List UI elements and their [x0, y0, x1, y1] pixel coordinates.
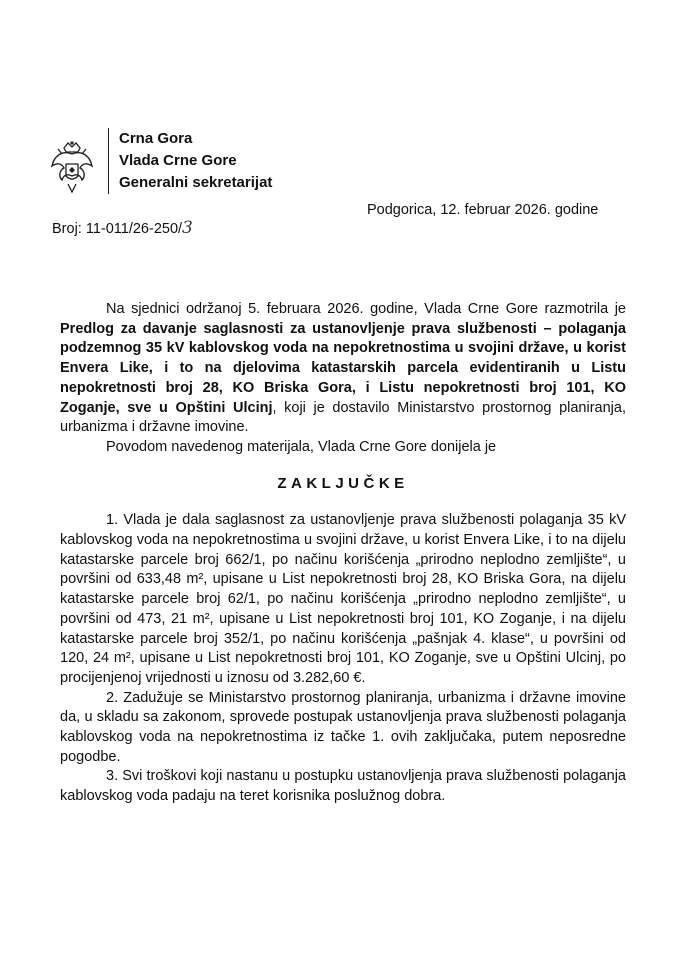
- conclusion-item-3: 3. Svi troškovi koji nastanu u postupku ustanovljenja prava službenosti polaganja kablovskog voda padaju na teret korisnika poslužnog dobra.: [60, 768, 626, 805]
- proposal-title: Predlog za davanje saglasnosti za ustanovljenje prava službenosti – polaganja podzemnog 35 kV kablovskog voda na nepokretnostima u svojini države, u korist Envera Like, i to na djelovima katastarskih parcela evidentiranih u Listu nepokretnosti broj 28, KO Briska Gora, i Listu nepokretnosti broj 101, KO Zoganje, sve u Opštini Ulcinj: [60, 320, 626, 416]
- conclusion-item-2: 2. Zadužuje se Ministarstvo prostornog planiranja, urbanizma i državne imovine da, u skladu sa zakonom, sprovede postupak ustanovljenja prava službenosti polaganja kablovskog voda na nepokretnostima iz tačke 1. ovih zaključaka, putem neposredne pogodbe.: [60, 689, 626, 765]
- decision-intro-paragraph: Povodom navedenog materijala, Vlada Crne Gore donijela je: [106, 438, 497, 455]
- reference-number-text: Broj: 11-011/26-250/: [52, 221, 183, 237]
- session-outro: , koji je dostavilo Ministarstvo prostornog planiranja, urbanizma i državne imovine.: [60, 399, 626, 436]
- header-country: Crna Gora: [119, 130, 193, 147]
- reference-handwritten-suffix: 3: [182, 218, 193, 238]
- header-secretariat: Generalni sekretarijat: [119, 174, 273, 191]
- document-body: [60, 300, 626, 807]
- document-date: Podgorica, 12. februar 2026. godine: [367, 202, 599, 218]
- session-paragraph: [60, 300, 626, 438]
- coat-of-arms-icon: [48, 140, 96, 196]
- issuer-header: [108, 128, 272, 194]
- session-intro: Na sjednici održanoj 5. februara 2026. godine, Vlada Crne Gore razmotrila je: [106, 301, 626, 317]
- reference-number: [52, 218, 193, 238]
- conclusions-heading: ZAKLJUČKE: [277, 474, 409, 492]
- header-government: Vlada Crne Gore: [119, 152, 237, 169]
- conclusion-item-1: 1. Vlada je dala saglasnost za ustanovljenje prava službenosti polaganja 35 kV kablovskog voda na nepokretnostima u svojini države, u korist Envera Like, i to na dijelu katastarske parcele broj 662/1, po načinu korišćenja „prirodno neplodno zemljište“, u površini od 633,48 m², upisane u List nepokretnosti broj 28, KO Briska Gora, na dijelu katastarske parcele broj 62/1, po načinu korišćenja „prirodno neplodno zemljište“, u površini od 473, 21 m², upisane u List nepokretnosti broj 101, KO Zoganje, i na dijelu katastarske parcele broj 352/1, po načinu korišćenja „pašnjak 4. klase“, u površini od 120, 24 m², upisane u List nepokretnosti broj 101, KO Zoganje, sve u Opštini Ulcinj, po procijenjenoj vrijednosti u iznosu od 3.282,60 €.: [60, 512, 626, 686]
